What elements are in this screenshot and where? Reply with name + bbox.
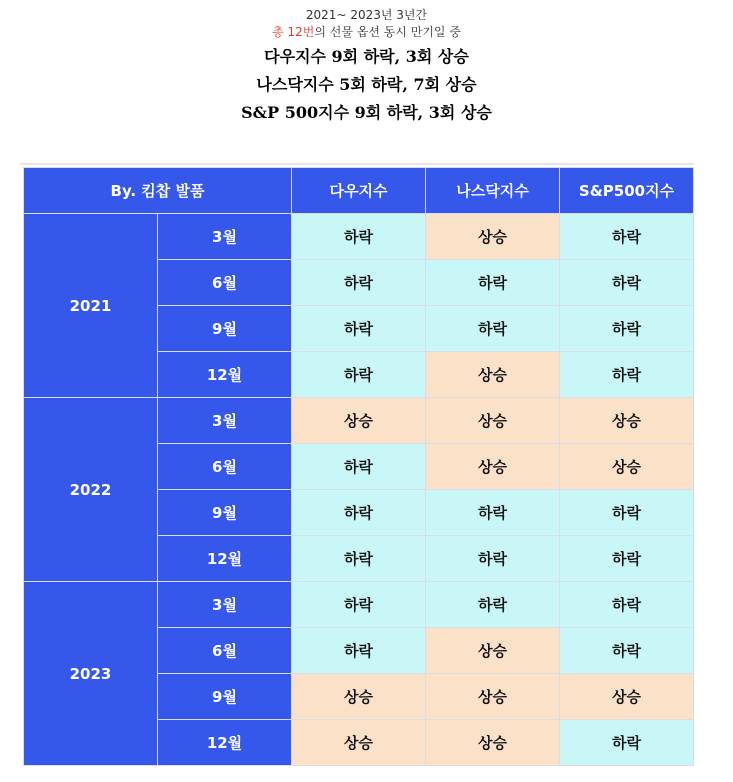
result-cell-nasdaq: 하락 [426,536,560,582]
table-header-row [24,168,694,214]
header-dow: 다우지수 [292,168,426,214]
month-cell: 12월 [158,352,292,398]
divider [20,163,694,165]
table-body [24,214,694,766]
result-cell-dow: 상승 [292,674,426,720]
table-row [24,582,694,628]
result-cell-nasdaq: 상승 [426,674,560,720]
result-cell-nasdaq: 상승 [426,628,560,674]
result-cell-sp500: 상승 [560,444,694,490]
result-cell-sp500: 하락 [560,582,694,628]
header-nasdaq: 나스닥지수 [426,168,560,214]
month-cell: 3월 [158,582,292,628]
result-cell-nasdaq: 상승 [426,444,560,490]
month-cell: 6월 [158,260,292,306]
month-cell: 3월 [158,214,292,260]
result-cell-sp500: 하락 [560,536,694,582]
month-cell: 9월 [158,674,292,720]
result-cell-dow: 상승 [292,720,426,766]
result-cell-sp500: 상승 [560,674,694,720]
expiry-result-table [23,167,694,766]
total-count-highlight: 총 12번 [272,25,315,39]
result-cell-nasdaq: 하락 [426,490,560,536]
year-cell: 2022 [24,398,158,582]
result-cell-dow: 하락 [292,536,426,582]
result-cell-sp500: 하락 [560,720,694,766]
expiry-summary-text [0,24,733,41]
result-cell-dow: 하락 [292,444,426,490]
header-sp500: S&P500지수 [560,168,694,214]
result-cell-sp500: 상승 [560,398,694,444]
month-cell: 9월 [158,490,292,536]
result-cell-dow: 하락 [292,490,426,536]
result-cell-dow: 하락 [292,306,426,352]
result-cell-dow: 하락 [292,214,426,260]
headline-sp500: S&P 500지수 9회 하락, 3회 상승 [241,103,492,122]
expiry-summary-rest: 의 선물 옵션 동시 만기일 중 [314,25,461,39]
headline-dow: 다우지수 9회 하락, 3회 상승 [264,47,469,66]
result-cell-nasdaq: 하락 [426,582,560,628]
year-cell: 2021 [24,214,158,398]
month-cell: 6월 [158,628,292,674]
result-cell-nasdaq: 상승 [426,352,560,398]
month-cell: 6월 [158,444,292,490]
result-cell-nasdaq: 상승 [426,214,560,260]
result-cell-sp500: 하락 [560,352,694,398]
period-text: 2021~ 2023년 3년간 [305,8,428,22]
result-cell-dow: 하락 [292,628,426,674]
result-cell-dow: 하락 [292,352,426,398]
intro-block [0,0,733,123]
result-cell-sp500: 하락 [560,628,694,674]
result-cell-dow: 하락 [292,582,426,628]
month-cell: 3월 [158,398,292,444]
headline-nasdaq: 나스닥지수 5회 하락, 7회 상승 [256,75,477,94]
result-cell-sp500: 하락 [560,490,694,536]
result-cell-dow: 하락 [292,260,426,306]
result-cell-nasdaq: 상승 [426,720,560,766]
header-source-cell: By. 킴찹 발품 [24,168,292,214]
result-cell-sp500: 하락 [560,306,694,352]
month-cell: 12월 [158,536,292,582]
result-cell-nasdaq: 하락 [426,306,560,352]
result-cell-sp500: 하락 [560,214,694,260]
month-cell: 12월 [158,720,292,766]
result-cell-nasdaq: 상승 [426,398,560,444]
month-cell: 9월 [158,306,292,352]
table-row [24,214,694,260]
year-cell: 2023 [24,582,158,766]
table-row [24,398,694,444]
result-cell-sp500: 하락 [560,260,694,306]
result-cell-nasdaq: 하락 [426,260,560,306]
result-cell-dow: 상승 [292,398,426,444]
